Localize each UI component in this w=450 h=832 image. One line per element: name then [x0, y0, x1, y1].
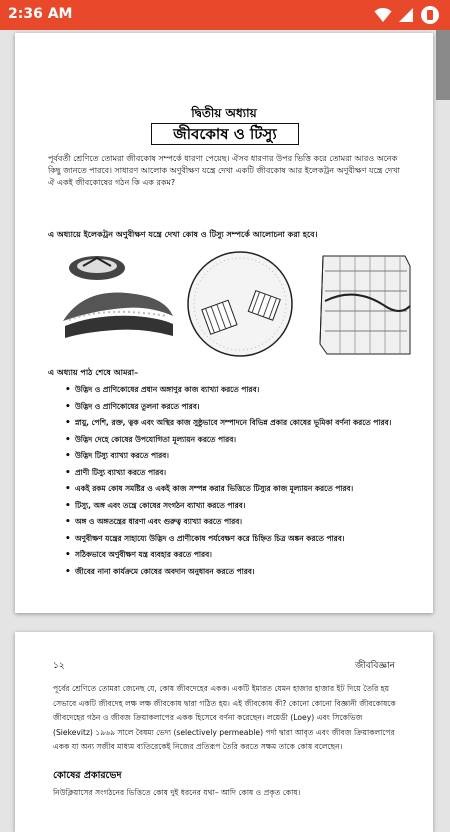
body-paragraph-2: নিউক্লিয়াসের সংগঠনের ভিত্তিতে কোষ দুই ধরনের যথা– আদি কোষ ও প্রকৃত কোষ।: [53, 788, 301, 797]
list-item: • সঠিকভাবে অণুবীক্ষণ যন্ত্র ব্যবহার করতে পারব।: [65, 550, 415, 560]
list-item: • উদ্ভিদ ও প্রাণিকোষের তুলনা করতে পারব।: [65, 402, 415, 412]
goals-heading: এ অধ্যায় পাঠ শেষে আমরা–: [48, 368, 139, 377]
list-item: • টিস্যু, অঙ্গ এবং তন্ত্রে কোষের সংগঠন ব্যাখ্যা করতে পারব।: [65, 501, 415, 511]
status-bar: [0, 0, 450, 30]
pdf-page-1: [15, 33, 433, 613]
chapter-label: দ্বিতীয় অধ্যায়: [191, 106, 257, 120]
learning-goals-list: [65, 385, 415, 583]
list-item: • একই রকম কোষ সমষ্টির ও একই কাজ সম্পন্ন করার ভিত্তিতে টিস্যুর কাজ মূল্যায়ন করতে পারব।: [65, 484, 415, 494]
list-item: • উদ্ভিদ টিস্যু ব্যাখ্যা করতে পারব।: [65, 451, 415, 461]
signal-icon: [398, 7, 414, 23]
scrollbar-thumb[interactable]: [436, 30, 450, 100]
chapter-title: জীবকোষ ও টিস্যু: [151, 123, 299, 145]
organelle-small-illustration: [69, 256, 125, 280]
pdf-page-2: [15, 632, 433, 832]
list-item: • অণুবীক্ষণ যন্ত্রের সাহায্যে উদ্ভিদ ও প্রাণীকোষ পর্যবেক্ষণ করে চিহ্নিত চিত্র অঙ্কন করতে পারব।: [65, 534, 415, 544]
list-item: • অঙ্গ ও অঙ্গতন্ত্রের ধারণা এবং গুরুত্ব ব্যাখ্যা করতে পারব।: [65, 517, 415, 527]
list-item: • স্নায়ু, পেশি, রক্ত, ত্বক এবং অস্থির কাজ সুষ্ঠুভাবে সম্পাদনে বিভিন্ন প্রকার কোষের ভূমিকা বর্ণনা করতে পারব।: [65, 418, 415, 428]
cell-circle-illustration: [188, 252, 292, 356]
body-paragraph: পূর্বের শ্রেণিতে তোমরা জেনেছ যে, কোষ জীবদেহের একক। একটি ইমারত যেমন হাজার হাজার ইট দিয়ে তৈরি হয় সেভাবে একটি জীবদেহ লক্ষ লক্ষ জীবকোষ দ্বারা গঠিত হয়। এই জীবকোষ কী? কোনো কোনো বিজ্ঞানী জীবকোষকে জীবদেহের গঠন ও জীবজ ক্রিয়াকলাপের একক হিসেবে বর্ণনা করেছেন। লয়েডী (Loey) এবং সিকেভিজ (Siekevitz) ১৯৬৯ সালে বৈষম্য ভেদ্য (selectively permeable) পর্দা দ্বারা আবৃত এবং জীবজ ক্রিয়াকলাপের একক যা অন্য সজীব মাধ্যম ব্যতিরেকেই নিজের প্রতিরূপ তৈরি করতে সক্ষম তাকে কোষ বলেছেন।: [53, 684, 396, 751]
intro-note: এ অধ্যায়ে ইলেকট্রন অণুবীক্ষণ যন্ত্রে দেখা কোষ ও টিস্যু সম্পর্কে আলোচনা করা হবে।: [48, 230, 318, 239]
page-number: ১২: [53, 661, 65, 671]
battery-icon: [420, 5, 440, 25]
status-icons: [374, 5, 440, 25]
list-item: • প্রাণী টিস্যু ব্যাখ্যা করতে পারব।: [65, 468, 415, 478]
status-time: 2:36 AM: [8, 6, 73, 22]
membrane-illustration: [63, 293, 173, 338]
cell-figure: [55, 246, 415, 361]
section-heading: কোষের প্রকারভেদ: [53, 770, 122, 781]
list-item: • জীবের নানা কার্যক্রমে কোষের অবদান অনুধাবন করতে পারব।: [65, 567, 415, 577]
tissue-block-illustration: [320, 256, 410, 354]
list-item: • উদ্ভিদ ও প্রাণিকোষের প্রধান অঙ্গাণুর কাজ ব্যাখ্যা করতে পারব।: [65, 385, 415, 395]
list-item: • উদ্ভিদ দেহে কোষের উপযোগিতা মূল্যায়ন করতে পারব।: [65, 435, 415, 445]
wifi-icon: [374, 7, 392, 23]
running-header: জীববিজ্ঞান: [355, 661, 395, 671]
intro-paragraph: পূর্ববর্তী শ্রেণিতে তোমরা জীবকোষ সম্পর্কে ধারণা পেয়েছ। ঐসব ধারণার উপর ভিত্তি করে তোমরা আরও অনেক কিছু জানতে পারবে। সাধারণ আলোক অণুবীক্ষণ যন্ত্রে দেখা একটি জীবকোষ আর ইলেকট্রন অণুবীক্ষণ যন্ত্রে দেখা ঐ একই জীবকোষের গঠন কি এক রকম?: [48, 154, 400, 187]
